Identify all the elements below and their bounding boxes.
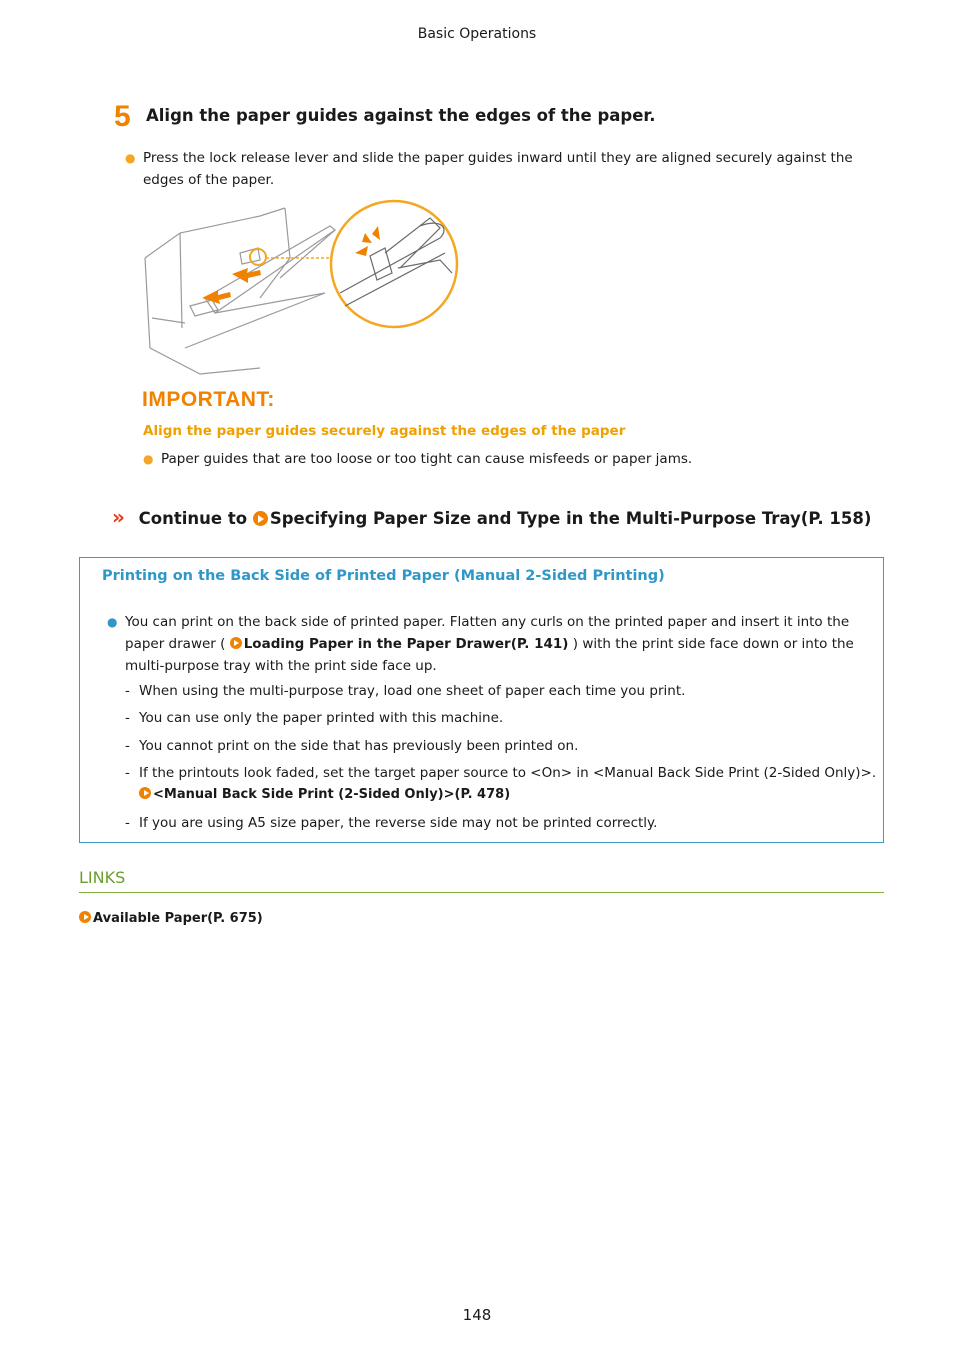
continue-prefix: Continue to [138,509,248,528]
important-heading: IMPORTANT: [142,388,275,411]
link-arrow-icon [253,511,268,526]
step-instruction-text: Press the lock release lever and slide the paper guides inward until they are aligned securely against the edges of the paper. [143,150,853,188]
note-box: Printing on the Back Side of Printed Paper (Manual 2-Sided Printing) ● You can print on the back side of printed paper. Flatten any curls on the printed paper and insert it into the paper drawer ( Loading Paper in the Paper Drawer(P. 141) ) with the print side face down or into the multi-purpose tray with the print side face up. - When using the multi-purpose tray, load one sheet of paper each time you print. - You can use only the paper printed with this machine. - You cannot print on the side that has previously been printed on. - If the printouts look faded, set the target paper source to <On> in <Manual Back Side Print (2-Sided Only)>. <Manual Back Side Print (2-Sided Only)>(P. 478) - If you are using A5 size paper, the reverse side may not be printed correctly. [79,557,884,843]
step-number: 5 [114,100,131,133]
bullet-icon: ● [107,615,118,629]
link-arrow-icon [139,787,151,799]
step-title: Align the paper guides against the edges of the paper. [146,106,656,125]
links-divider [79,892,884,893]
paper-drawer-link[interactable]: Loading Paper in the Paper Drawer(P. 141) [230,636,569,652]
note-item-text: You can print on the back side of printed paper. Flatten any curls on the printed paper and insert it into the paper drawer ( Loading Paper in the Paper Drawer(P. 141) ) with the print side face down or into the multi-purpose tray with the print side face up. [125,614,854,674]
paper-guide-illustration [140,198,465,376]
continue-to [112,505,871,529]
double-chevron-icon: » [112,505,121,529]
page-number: 148 [462,1306,492,1324]
bullet-icon: ● [143,452,154,466]
link-arrow-icon [230,637,242,649]
available-paper-link[interactable]: Available Paper(P. 675) [79,911,263,926]
note-title: Printing on the Back Side of Printed Paper (Manual 2-Sided Printing) [102,568,665,584]
continue-link[interactable]: Specifying Paper Size and Type in the Multi-Purpose Tray(P. 158) [253,509,872,528]
important-item [143,448,693,470]
links-heading: LINKS [79,868,126,887]
bullet-icon: ● [125,151,136,165]
link-arrow-icon [79,911,91,923]
important-item-text: Paper guides that are too loose or too tight can cause misfeeds or paper jams. [161,451,693,467]
important-subheading: Align the paper guides securely against the edges of the paper [143,423,626,439]
running-header: Basic Operations [417,26,537,42]
